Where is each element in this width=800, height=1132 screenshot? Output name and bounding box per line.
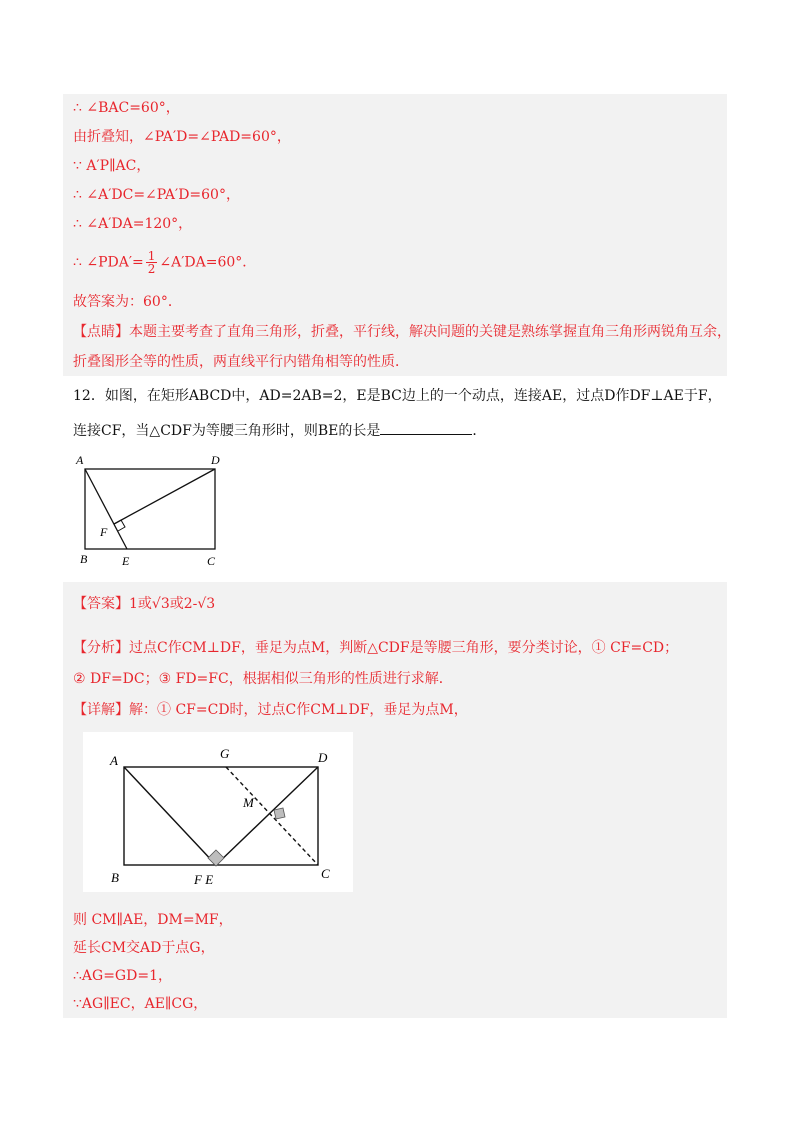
fraction (146, 250, 158, 275)
solution-line-1: ∴ ∠BAC=60°， (73, 100, 180, 116)
step-line-2: 延长CM交AD于点G， (73, 940, 215, 956)
fraction-numerator: 1 (147, 249, 156, 263)
label-c: C (207, 554, 216, 568)
analysis-line-2: ② DF=DC；③ FD=FC，根据相似三角形的性质进行求解． (73, 671, 453, 687)
problem-line-2-end: ． (472, 423, 487, 439)
problem-line-2-text: 连接CF，当△CDF为等腰三角形时，则BE的长是 (73, 423, 381, 439)
label-b: B (80, 552, 88, 566)
solution-line-3: ∵ A′P∥AC， (73, 158, 151, 174)
solution-line-2: 由折叠知，∠PA′D=∠PAD=60°， (73, 129, 291, 145)
comment-line-2: 折叠图形全等的性质，两直线平行内错角相等的性质． (73, 354, 409, 370)
label-fe: F E (194, 872, 214, 887)
solution-line-6 (73, 250, 256, 275)
segment-df (114, 469, 215, 524)
step-line-1: 则 CM∥AE，DM=MF， (73, 912, 233, 928)
detail-line: 【详解】解：① CF=CD时，过点C作CM⊥DF，垂足为点M， (73, 702, 468, 718)
step-line-4: ∵AG∥EC，AE∥CG， (73, 996, 208, 1012)
label-g: G (220, 746, 230, 761)
solution-line-5: ∴ ∠A′DA=120°， (73, 216, 193, 232)
label-d: D (318, 750, 328, 765)
analysis-line-1: 【分析】过点C作CM⊥DF，垂足为点M，判断△CDF是等腰三角形，要分类讨论，① CF=CD； (73, 640, 679, 656)
step-line-3: ∴AG=GD=1， (73, 968, 172, 984)
label-c: C (321, 866, 330, 881)
right-angle-mark-m (274, 808, 285, 819)
label-f: F (100, 525, 108, 539)
label-a: A (110, 753, 118, 768)
solution-line-6-post: ∠A′DA=60°． (159, 254, 257, 271)
label-m: M (243, 795, 254, 810)
comment-line-1: 【点睛】本题主要考查了直角三角形，折叠，平行线，解决问题的关键是熟练掌握直角三角形两锐角互余， (73, 324, 731, 340)
label-e: E (122, 554, 130, 568)
solution-figure (83, 732, 353, 892)
answer-line: 故答案为：60°． (73, 294, 182, 310)
label-a: A (76, 453, 84, 467)
fraction-denominator: 2 (147, 262, 156, 276)
label-d: D (211, 453, 220, 467)
answer-blank (380, 420, 472, 435)
problem-figure (70, 448, 240, 573)
problem-line-2 (73, 420, 486, 441)
solution-line-6-pre: ∴ ∠PDA′= (73, 254, 144, 271)
answer-tag-line: 【答案】1或√3或2-√3 (73, 596, 216, 612)
solution-line-4: ∴ ∠A′DC=∠PA′D=60°， (73, 187, 240, 203)
label-b: B (111, 870, 119, 885)
problem-line-1: 12．如图，在矩形ABCD中，AD=2AB=2，E是BC边上的一个动点，连接AE，过点D作DF⊥AE于F， (73, 388, 722, 404)
